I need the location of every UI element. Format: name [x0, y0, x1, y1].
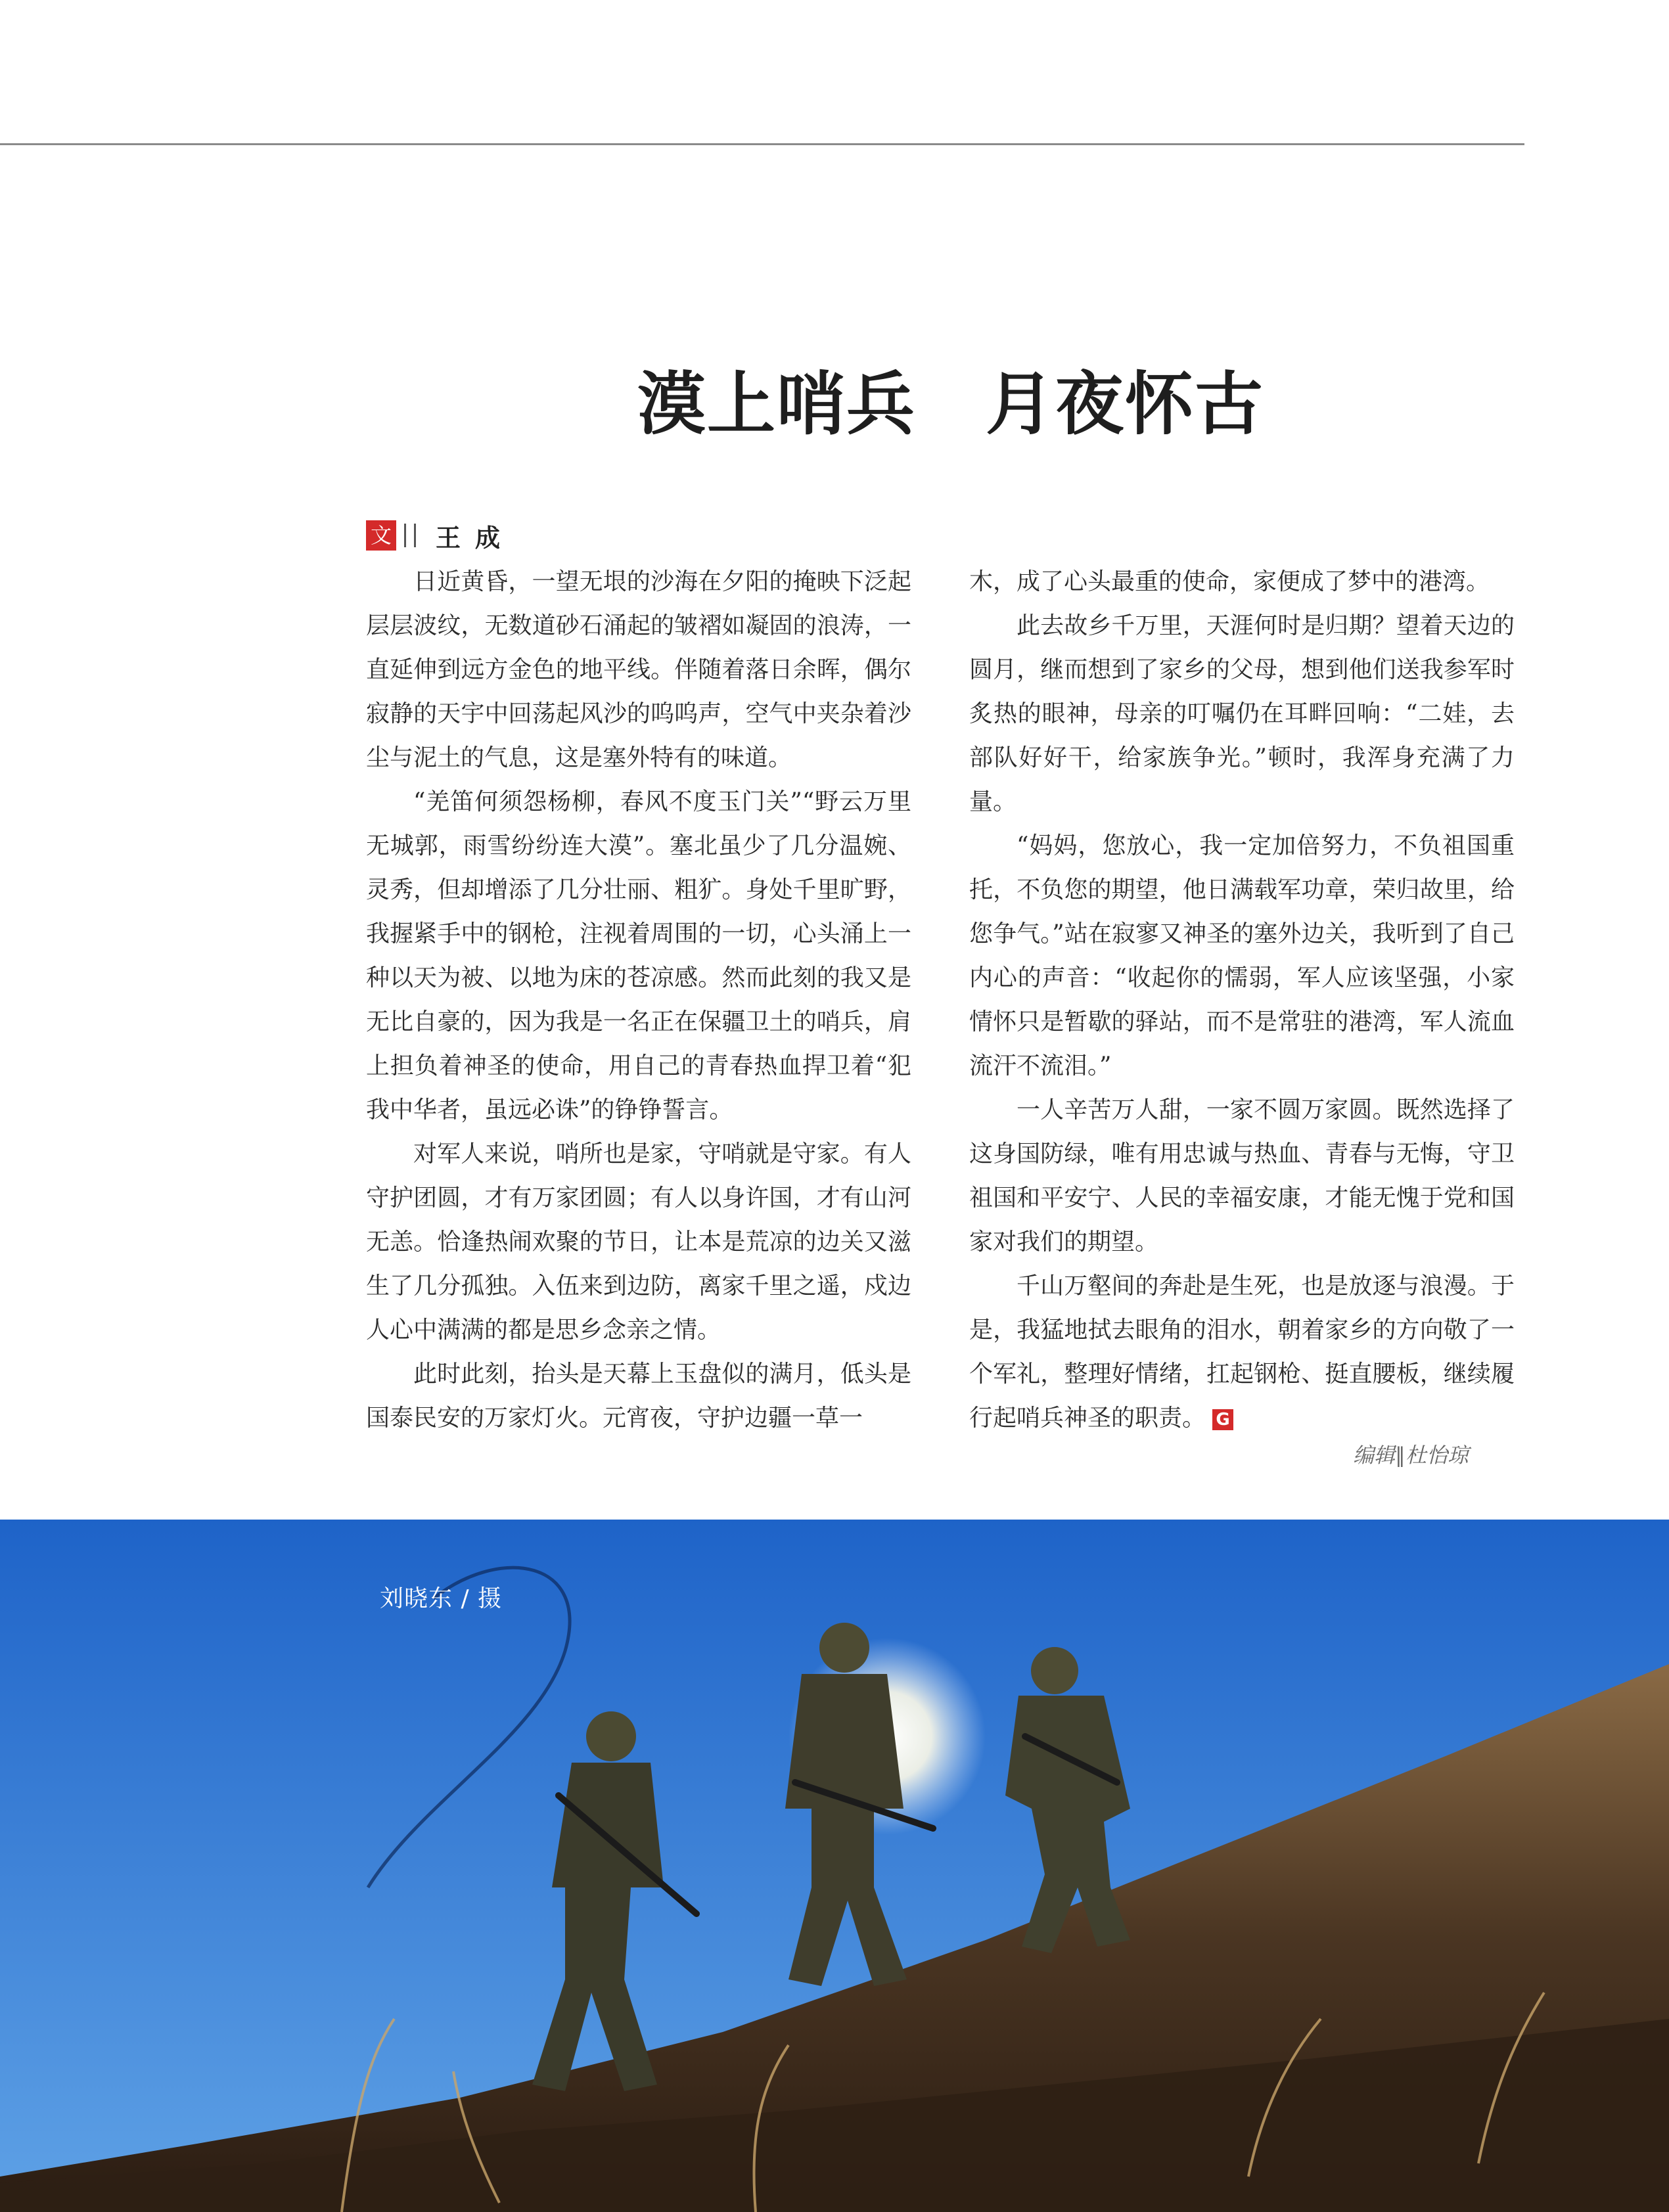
paragraph: “妈妈，您放心，我一定加倍努力，不负祖国重托，不负您的期望，他日满载军功章，荣归故里，给您争气。”站在寂寥又神圣的塞外边关，我听到了自己内心的声音：“收起你的懦弱，军人应该坚强，小家情怀只是暂歇的驿站，而不是常驻的港湾，军人流血流汗不流泪。”	[969, 832, 1515, 1079]
soldiers-photo	[0, 1520, 1669, 2212]
paragraph-continued: 木，成了心头最重的使命，家便成了梦中的港湾。	[969, 568, 1490, 595]
paragraph: 此去故乡千万里，天涯何时是归期？望着天边的圆月，继而想到了家乡的父母，想到他们送我参军时炙热的眼神，母亲的叮嘱仍在耳畔回响：“二娃，去部队好好干，给家族争光。”顿时，我浑身充满了力量。	[969, 612, 1515, 815]
paragraph	[969, 1264, 1515, 1440]
photo-credit: 刘晓东 / 摄	[380, 1585, 503, 1612]
paragraph: 此时此刻，抬头是天幕上玉盘似的满月，低头是国泰民安的万家灯火。元宵夜，守护边疆一草一	[366, 1361, 911, 1432]
paragraph: 日近黄昏，一望无垠的沙海在夕阳的掩映下泛起层层波纹，无数道砂石涌起的皱褶如凝固的浪涛，一直延伸到远方金色的地平线。伴随着落日余晖，偶尔寂静的天宇中回荡起风沙的呜呜声，空气中夹杂着沙尘与泥土的气息，这是塞外特有的味道。	[366, 568, 911, 771]
text-column-right	[969, 560, 1515, 1440]
byline	[366, 519, 514, 552]
editor-credit: 编辑∥杜怡琼	[1352, 1443, 1469, 1468]
paragraph: 对军人来说，哨所也是家，守哨就是守家。有人守护团圆，才有万家团圆；有人以身许国，才有山河无恙。恰逢热闹欢聚的节日，让本是荒凉的边关又滋生了几分孤独。入伍来到边防，离家千里之遥，戍边人心中满满的都是思乡念亲之情。	[366, 1140, 911, 1343]
paragraph: 一人辛苦万人甜，一家不圆万家圆。既然选择了这身国防绿，唯有用忠诚与热血、青春与无悔，守卫祖国和平安宁、人民的幸福安康，才能无愧于党和国家对我们的期望。	[969, 1096, 1515, 1255]
paragraph-text: 千山万壑间的奔赴是生死，也是放逐与浪漫。于是，我猛地拭去眼角的泪水，朝着家乡的方向敬了一个军礼，整理好情绪，扛起钢枪、挺直腰板，继续履行起哨兵神圣的职责。	[969, 1273, 1515, 1432]
paragraph: “羌笛何须怨杨柳，春风不度玉门关”“野云万里无城郭，雨雪纷纷连大漠”。塞北虽少了几分温婉、灵秀，但却增添了几分壮丽、粗犷。身处千里旷野，我握紧手中的钢枪，注视着周围的一切，心头涌上一种以天为被、以地为床的苍凉感。然而此刻的我又是无比自豪的，因为我是一名正在保疆卫土的哨兵，肩上担负着神圣的使命，用自己的青春热血捍卫着“犯我中华者，虽远必诛”的铮铮誓言。	[366, 788, 911, 1123]
byline-badge: 文	[366, 520, 396, 551]
text-column-left	[366, 560, 911, 1440]
byline-divider	[404, 524, 416, 547]
author-name: 王成	[436, 523, 515, 553]
article-title: 漠上哨兵 月夜怀古	[637, 364, 1265, 444]
end-mark-icon: G	[1212, 1409, 1233, 1430]
header-rule	[0, 143, 1524, 145]
